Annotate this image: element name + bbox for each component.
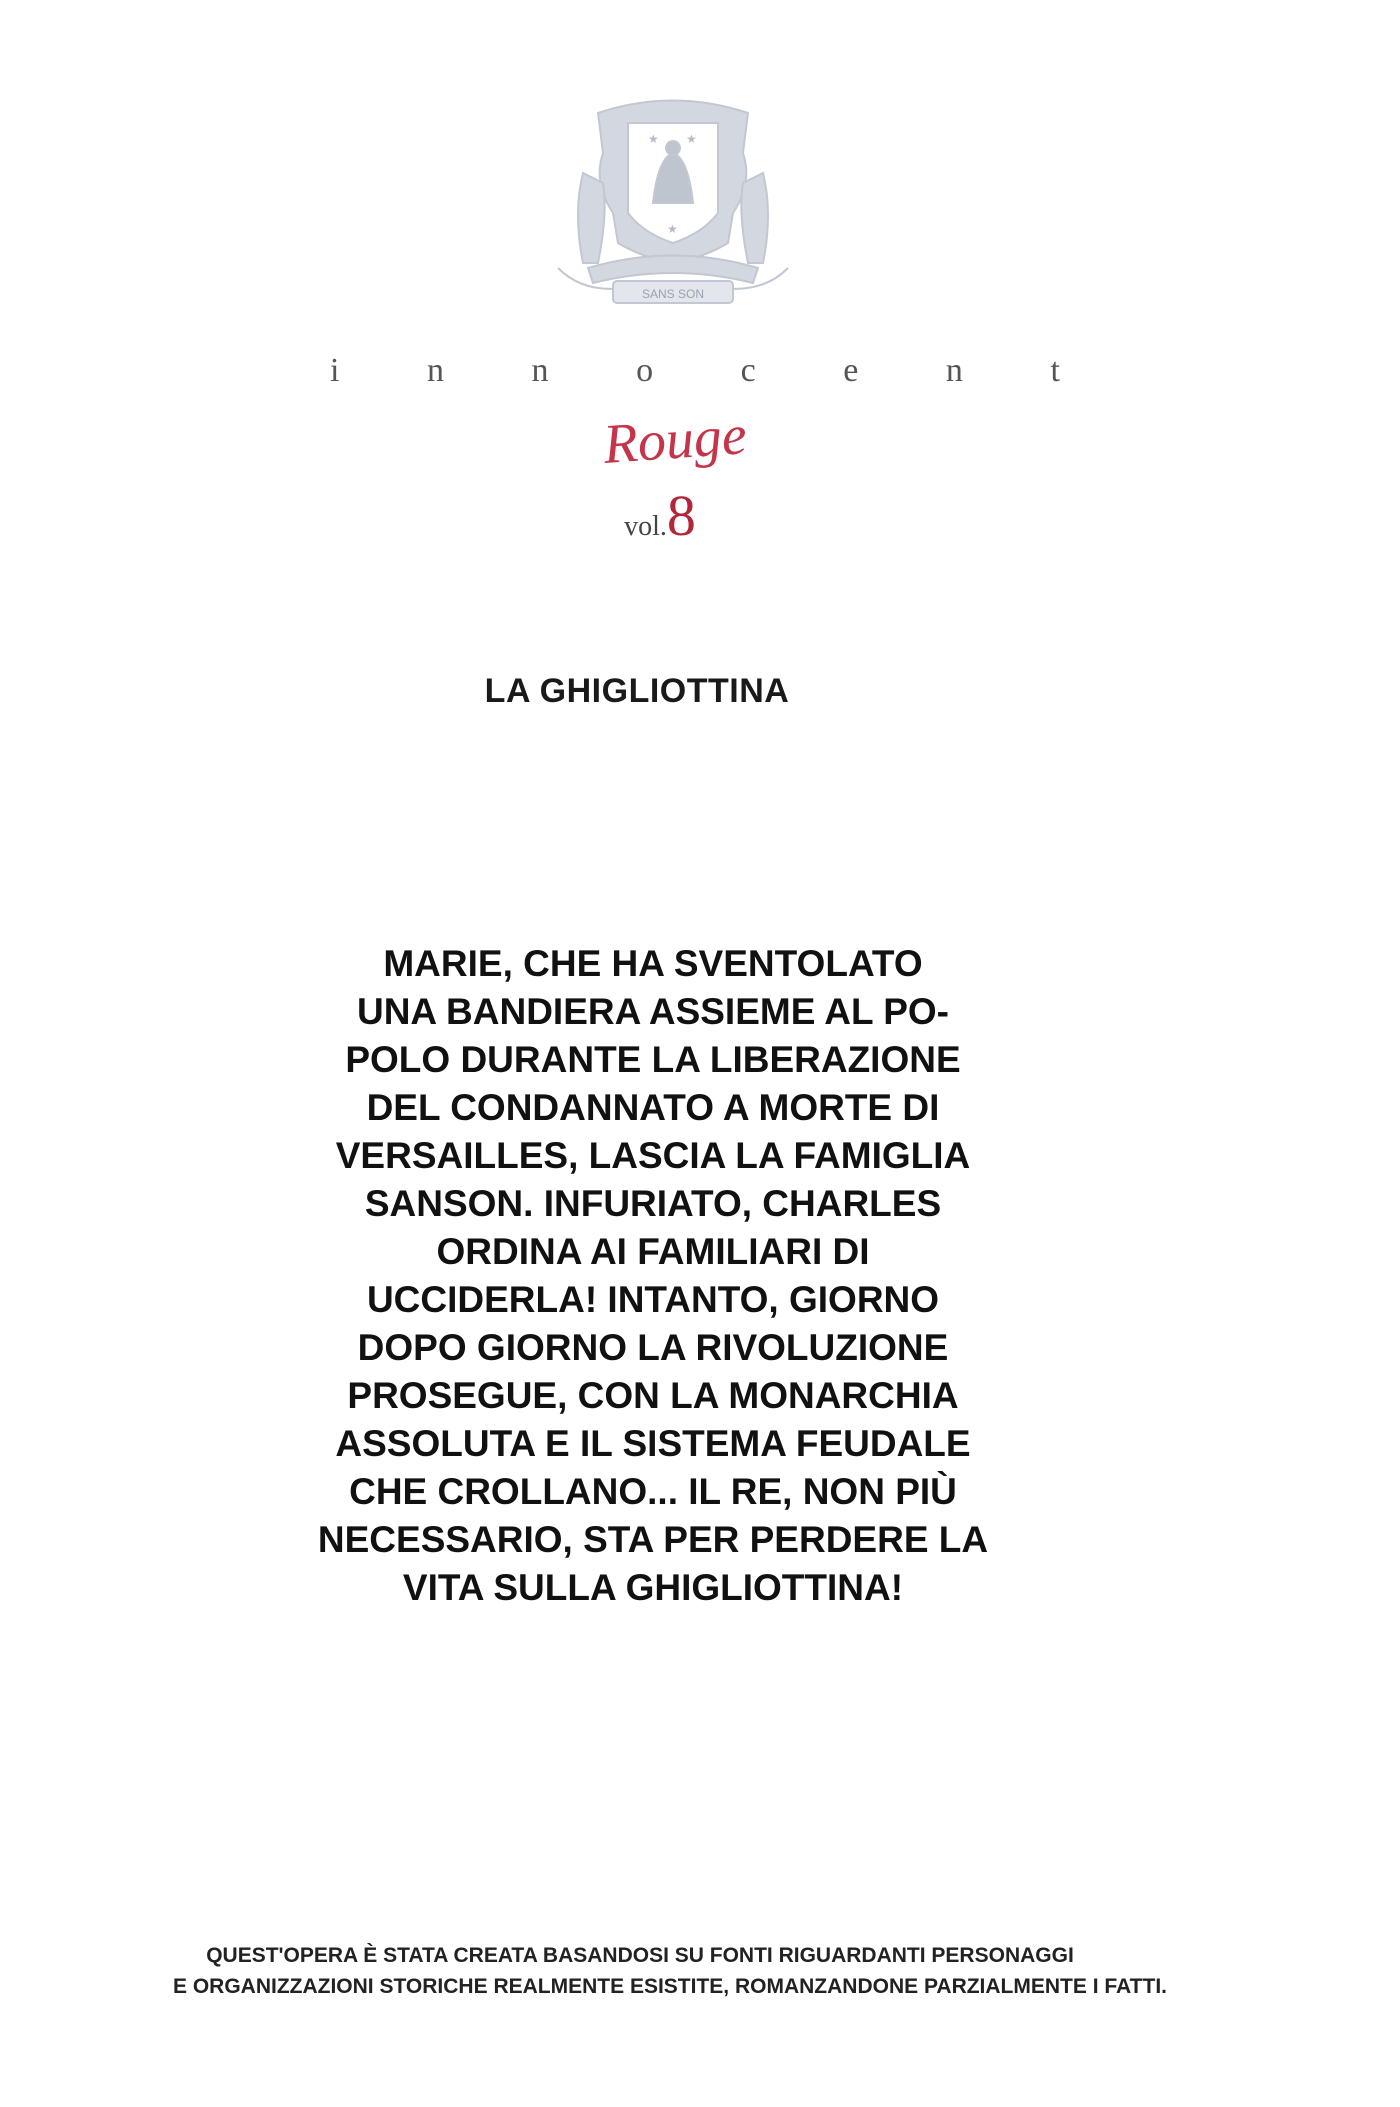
synopsis-line: VERSAILLES, LASCIA LA FAMIGLIA	[335, 1135, 971, 1176]
series-letter: e	[843, 352, 859, 389]
series-letter: n	[945, 352, 963, 389]
synopsis-line: NECESSARIO, STA PER PERDERE LA	[317, 1519, 989, 1560]
synopsis-line: DOPO GIORNO LA RIVOLUZIONE	[357, 1327, 949, 1368]
disclaimer-line: E ORGANIZZAZIONI STORICHE REALMENTE ESISTITE, ROMANZANDONE PARZIALMENTE I FATTI.	[172, 1975, 1167, 1998]
series-title-innocent	[330, 352, 1060, 390]
synopsis-line: VITA SULLA GHIGLIOTTINA!	[402, 1567, 904, 1608]
volume-label	[560, 482, 760, 549]
synopsis-line: DEL CONDANNATO A MORTE DI	[366, 1087, 940, 1128]
svg-text:★: ★	[667, 222, 678, 236]
synopsis-line: SANSON. INFURIATO, CHARLES	[364, 1183, 942, 1224]
svg-text:★: ★	[648, 132, 659, 146]
series-letter: n	[531, 352, 549, 389]
volume-title: LA GHIGLIOTTINA	[484, 672, 790, 710]
volume-number: 8	[666, 483, 696, 548]
synopsis	[303, 940, 1003, 1612]
synopsis-line: ORDINA AI FAMILIARI DI	[436, 1231, 870, 1272]
synopsis-line: ASSOLUTA E IL SISTEMA FEUDALE	[335, 1423, 971, 1464]
disclaimer	[0, 1940, 1400, 2002]
series-letter: t	[1050, 352, 1060, 389]
series-letter: n	[427, 352, 444, 389]
series-letter: i	[330, 352, 340, 389]
synopsis-line: POLO DURANTE LA LIBERAZIONE	[345, 1039, 961, 1080]
synopsis-line: PROSEGUE, CON LA MONARCHIA	[347, 1375, 959, 1416]
synopsis-line: UNA BANDIERA ASSIEME AL PO-	[356, 991, 950, 1032]
disclaimer-line: QUEST'OPERA È STATA CREATA BASANDOSI SU FONTI RIGUARDANTI PERSONAGGI	[206, 1944, 1074, 1967]
synopsis-line: MARIE, CHE HA SVENTOLATO	[383, 943, 923, 984]
synopsis-line: CHE CROLLANO... IL RE, NON PIÙ	[349, 1471, 957, 1512]
svg-text:★: ★	[686, 132, 697, 146]
series-letter: o	[636, 352, 654, 389]
sanson-crest-logo	[553, 93, 793, 308]
svg-text:SANS SON: SANS SON	[641, 287, 705, 301]
series-letter: c	[740, 352, 756, 389]
volume-prefix: vol.	[624, 511, 667, 542]
synopsis-line: UCCIDERLA! INTANTO, GIORNO	[366, 1279, 940, 1320]
series-script-rouge: Rouge	[601, 404, 749, 476]
